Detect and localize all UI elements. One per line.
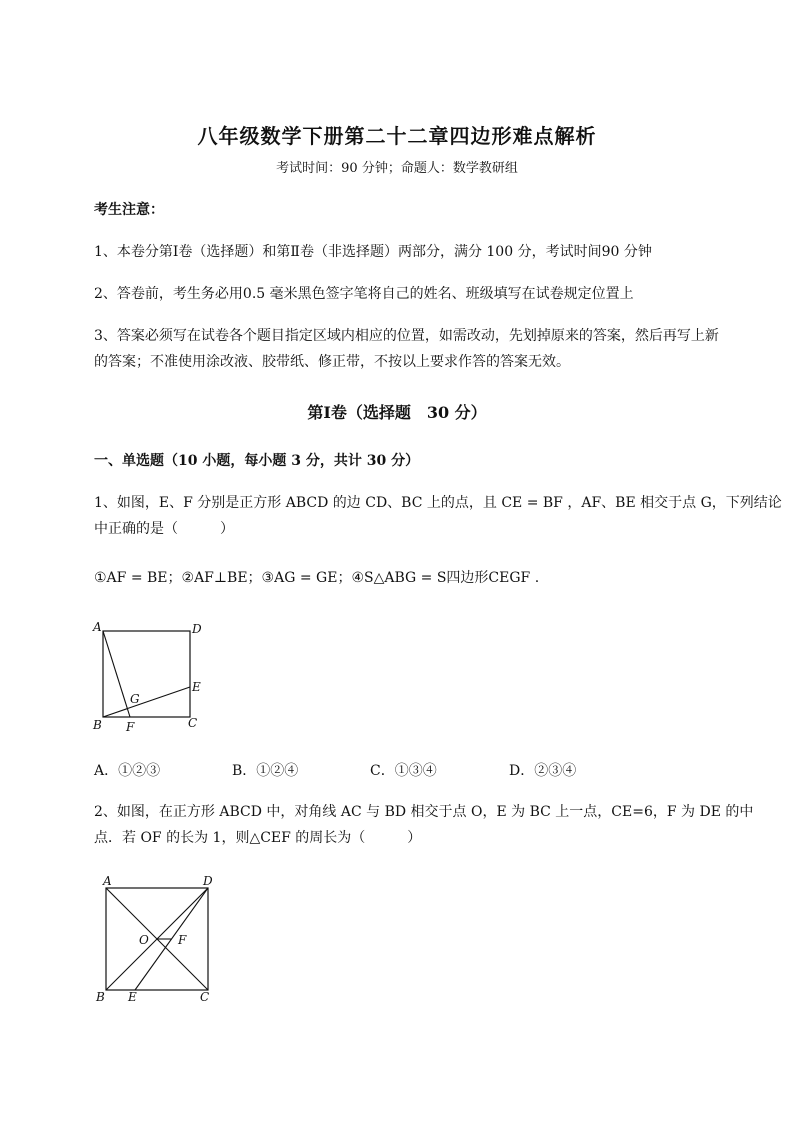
document-title: 八年级数学下册第二十二章四边形难点解析 xyxy=(197,124,597,148)
q1-choice-c[interactable]: C．①③④ xyxy=(370,763,437,779)
q1-stem-line2: 中正确的是（ ） xyxy=(94,521,234,537)
q1-label-b: B xyxy=(93,718,102,732)
q1-statements: ①AF = BE；②AF⊥BE；③AG = GE；④S△ABG = S四边形CEGF . xyxy=(94,570,540,586)
q1-segment-af xyxy=(103,631,130,717)
section-title: 第Ⅰ卷（选择题 30 分） xyxy=(307,403,487,422)
q2-label-c: C xyxy=(200,990,210,1004)
q1-label-d: D xyxy=(192,622,202,636)
part-heading: 一、单选题（10 小题，每小题 3 分，共计 30 分） xyxy=(94,453,420,469)
q2-stem-line2: 点．若 OF 的长为 1，则△CEF 的周长为（ ） xyxy=(94,830,422,846)
q1-label-g: G xyxy=(130,692,140,706)
notice-item-3: 3、答案必须写在试卷各个题目指定区域内相应的位置，如需改动，先划掉原来的答案，然后再写上新 xyxy=(94,328,719,344)
q1-label-a: A xyxy=(93,620,102,634)
q1-choice-a[interactable]: A．①②③ xyxy=(94,763,161,779)
q1-label-e: E xyxy=(192,680,201,694)
notice-heading: 考生注意： xyxy=(94,202,164,218)
q2-square-figure xyxy=(90,868,230,1008)
q2-label-d: D xyxy=(203,874,213,888)
exam-info: 考试时间：90 分钟；命题人：数学教研组 xyxy=(276,161,518,176)
q1-choice-b[interactable]: B．①②④ xyxy=(232,763,299,779)
notice-item-3-continued: 的答案；不准使用涂改液、胶带纸、修正带，不按以上要求作答的答案无效。 xyxy=(94,354,570,370)
notice-item-1: 1、本卷分第Ⅰ卷（选择题）和第Ⅱ卷（非选择题）两部分，满分 100 分，考试时间90 分钟 xyxy=(94,244,652,260)
q2-label-b: B xyxy=(96,990,105,1004)
q2-stem-line1: 2、如图，在正方形 ABCD 中，对角线 AC 与 BD 相交于点 O，E 为 BC 上一点，CE=6，F 为 DE 的中 xyxy=(94,804,754,820)
q1-choice-d[interactable]: D．②③④ xyxy=(509,763,577,779)
q2-label-e: E xyxy=(128,990,137,1004)
q1-segment-be xyxy=(103,687,190,717)
q1-stem-line1: 1、如图，E、F 分别是正方形 ABCD 的边 CD、BC 上的点，且 CE = BF ，AF、BE 相交于点 G，下列结论 xyxy=(94,495,782,511)
notice-item-2: 2、答卷前，考生务必用0.5 毫米黑色签字笔将自己的姓名、班级填写在试卷规定位置上 xyxy=(94,286,634,302)
q2-label-o: O xyxy=(139,933,149,947)
q1-square-figure xyxy=(86,615,216,740)
q2-label-a: A xyxy=(103,874,112,888)
q1-label-f: F xyxy=(126,720,135,734)
q1-label-c: C xyxy=(188,716,198,730)
q2-label-f: F xyxy=(178,933,187,947)
